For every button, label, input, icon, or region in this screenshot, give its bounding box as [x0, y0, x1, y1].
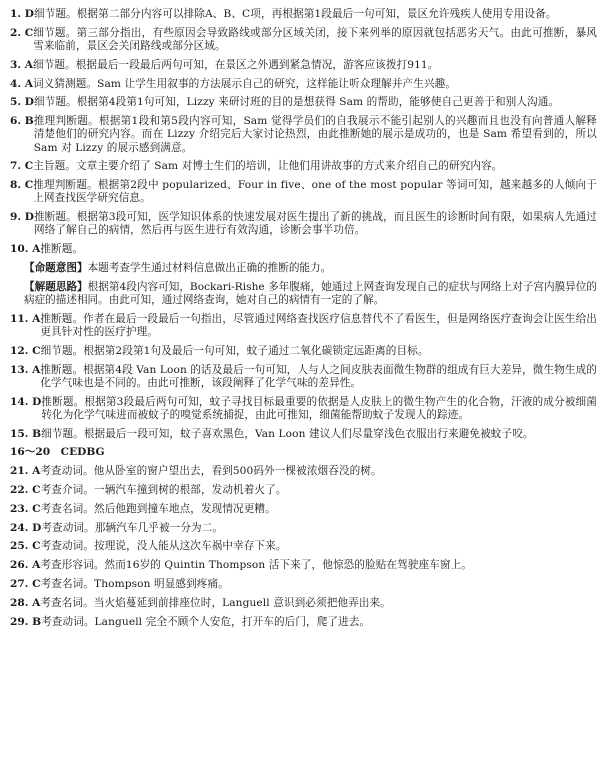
answer-explanation: 推理判断题。根据第1段和第5段内容可知，Sam 觉得学员们的自我展示不能引起别人的兴趣而且也没有向普通人解释清楚他们的研究内容。而在 Lizzy 介绍完后大家讨论热烈，由此推断她的展示是成功的，也是 Sam 希望看到的，所以 Sam 对 Lizzy 的展示感到满意。: [33, 115, 597, 154]
answer-item: [10, 345, 597, 358]
answer-number: 9. D: [10, 211, 34, 224]
q10-notes: [10, 262, 597, 307]
answer-item: [10, 465, 597, 478]
answer-explanation: 词义猜测题。Sam 让学生用叙事的方法展示自己的研究，这样能让听众理解并产生兴趣。: [32, 77, 457, 90]
answer-explanation: 考查介词。一辆汽车撞到树的根部，发动机着火了。: [40, 483, 287, 496]
answer-number: 12. C: [10, 344, 41, 357]
answer-number: 24. D: [10, 521, 42, 534]
answer-number: 5. D: [10, 96, 34, 109]
answer-item: [10, 8, 597, 21]
answer-item: [10, 484, 597, 497]
answer-item: [10, 59, 597, 72]
answer-number: 4. A: [10, 77, 33, 90]
answer-item: [10, 364, 597, 390]
answer-explanation: 考查动词。他从卧室的窗户望出去，看到500码外一棵被浓烟吞没的树。: [40, 465, 382, 478]
answer-number: 15. B: [10, 427, 42, 440]
answer-explanation: 推断题。根据第4段 Van Loon 的话及最后一句可知，人与人之间皮肤表面微生物群的组成有巨大差异，微生物生成的化学气味也是不同的。由此可推断，该段阐释了化学气味的差异性。: [40, 363, 597, 389]
note-tag: 【解题思路】: [24, 280, 88, 293]
answer-explanation: 推断题。作者在最后一段最后一句指出，尽管通过网络查找医疗信息替代不了看医生，但是网络医疗查询会让医生给出更具针对性的医疗护理。: [40, 312, 597, 338]
answer-item: [10, 578, 597, 591]
answer-explanation: 推断题。根据第3段最后两句可知，蚊子寻找目标最重要的依据是人皮肤上的微生物产生的化合物，汗液的成分被细菌转化为化学气味进而被蚊子的嗅觉系统捕捉，由此可推知，细菌能帮助蚊子发现人的踪迹。: [41, 395, 597, 421]
answer-number: 1. D: [10, 8, 34, 20]
answer-explanation: 推断题。根据第3段可知，医学知识体系的快速发展对医生提出了新的挑战，而且医生的诊断时间有限，如果病人先通过网络了解自己的病情，然后再与医生进行有效沟通，诊断会事半功倍。: [33, 211, 597, 237]
answers-21-29: [10, 465, 597, 629]
answer-item: [10, 522, 597, 535]
answer-item: [10, 243, 597, 256]
note-text: 根据第4段内容可知，Bockari-Rishe 多年腹痛，她通过上网查询发现自己的症状与网络上对子宫内膜异位的病症的描述相同。由此可知，通过网络查询，她对自己的病情有一定的了解。: [24, 280, 597, 306]
answer-explanation: 考查名词。然后他跑到撞车地点，发现情况更糟。: [40, 502, 276, 515]
answer-item: [10, 27, 597, 53]
answer-number: 22. C: [10, 483, 41, 496]
answer-explanation: 考查动词。按理说，没人能从这次车祸中幸存下来。: [40, 540, 287, 553]
answer-number: 8. C: [10, 179, 34, 192]
answer-number: 25. C: [10, 540, 41, 553]
answer-number: 7. C: [10, 160, 34, 173]
answer-item: [10, 428, 597, 441]
answer-item: [10, 503, 597, 516]
answer-explanation: 细节题。根据最后一段可知，蚊子喜欢黑色，Van Loon 建议人们尽量穿浅色衣服出行来避免被蚊子咬。: [41, 427, 534, 440]
answer-item: [10, 540, 597, 553]
note-text: 本题考查学生通过材料信息做出正确的推断的能力。: [87, 261, 332, 274]
answer-number: 10. A: [10, 243, 41, 256]
note-tag: 【命题意图】: [24, 261, 88, 274]
answer-explanation: 细节题。根据最后一段最后两句可知，在景区之外遇到紧急情况，游客应该拨打911。: [32, 58, 439, 71]
answer-explanation: 考查名词。当火焰蔓延到前排座位时，Languell 意识到必须把他弄出来。: [40, 596, 391, 609]
note-paragraph: [10, 281, 597, 307]
answer-explanation: 主旨题。文章主要介绍了 Sam 对博士生们的培训，让他们用讲故事的方式来介绍自己的研究内容。: [33, 160, 503, 173]
answer-item: [10, 597, 597, 610]
answer-number: 2. C: [10, 26, 34, 39]
answer-explanation: 考查形容词。然而16岁的 Quintin Thompson 活下来了，他惊恐的脸贴在驾驶座车窗上。: [40, 559, 472, 572]
answer-number: 3. A: [10, 58, 33, 71]
answer-explanation: 细节题。根据第4段第1句可知，Lizzy 来研讨班的目的是想获得 Sam 的帮助，能够使自己更善于和别人沟通。: [33, 96, 560, 109]
answer-item: [10, 616, 597, 629]
answer-item: [10, 396, 597, 422]
answer-item: [10, 160, 597, 173]
answers-16-20: 16～20 CEDBG: [10, 446, 105, 459]
answer-number: 26. A: [10, 559, 41, 572]
answer-number: 6. B: [10, 115, 34, 128]
answer-number: 14. D: [10, 395, 42, 408]
answer-explanation: 细节题。根据第2段第1句及最后一句可知，蚊子通过二氧化碳锁定远距离的目标。: [40, 344, 429, 357]
answer-number: 11. A: [10, 312, 41, 325]
answer-number: 29. B: [10, 615, 42, 628]
answer-explanation: 考查动词。Languell 完全不顾个人安危，打开车的后门，爬了进去。: [41, 615, 371, 628]
answer-item: [10, 211, 597, 237]
answer-explanation: 考查动词。那辆汽车几乎被一分为二。: [41, 521, 224, 534]
answer-explanation: 推断题。: [40, 243, 84, 256]
answer-explanation: 细节题。第三部分指出，有些原因会导致路线或部分区域关闭，接下来列举的原因就包括恶劣天气。由此可推断，暴风雪来临前，景区会关闭路线或部分区域。: [33, 26, 597, 52]
answer-number: 27. C: [10, 577, 41, 590]
note-paragraph: [10, 262, 597, 275]
answer-number: 13. A: [10, 363, 41, 376]
answer-item: [10, 115, 597, 155]
answer-item: [10, 179, 597, 205]
answers-1-10: [10, 8, 597, 256]
answer-item: [10, 78, 597, 91]
answer-explanation: 考查名词。Thompson 明显感到疼痛。: [40, 577, 229, 590]
answer-item: [10, 96, 597, 109]
answer-explanation: 推理判断题。根据第2段中 popularized、Four in five、one of the most popular 等词可知，越来越多的人倾向于上网查找医学研究信息。: [33, 179, 597, 205]
answer-number: 28. A: [10, 596, 41, 609]
answer-explanation: 细节题。根据第二部分内容可以排除A、B、C项，再根据第1段最后一句可知，景区允许残疾人使用专用设备。: [33, 8, 557, 20]
answer-number: 21. A: [10, 465, 41, 478]
answer-item: [10, 559, 597, 572]
answers-11-15: [10, 313, 597, 441]
answer-item: [10, 313, 597, 339]
answer-number: 23. C: [10, 502, 41, 515]
